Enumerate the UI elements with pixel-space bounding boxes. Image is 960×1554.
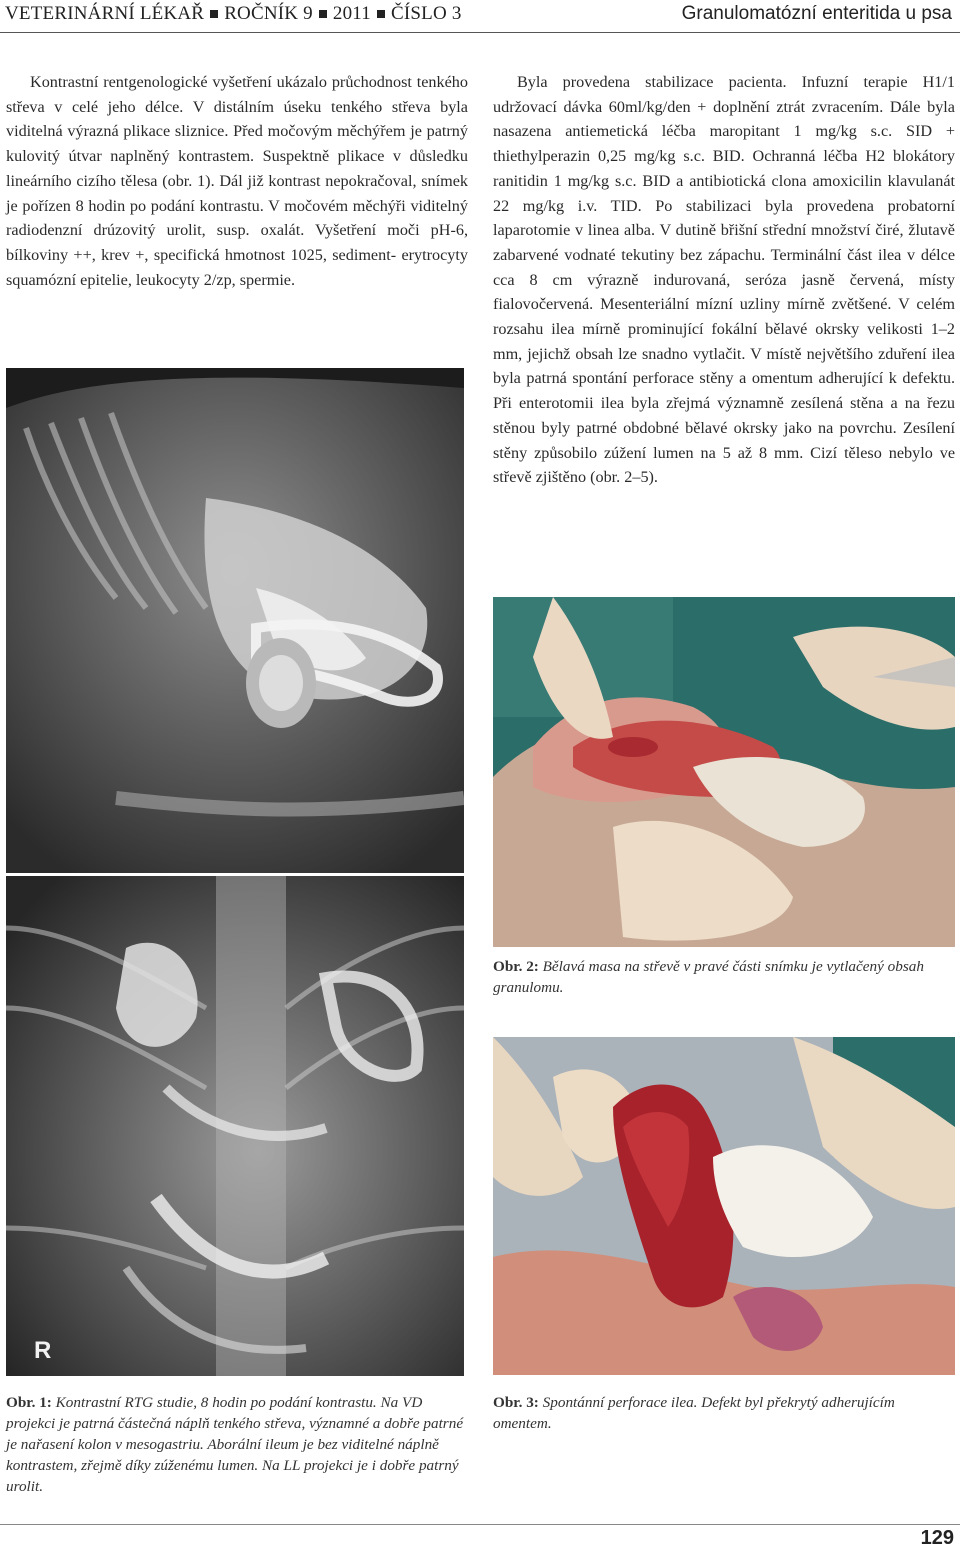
xray-side-marker: R — [34, 1337, 52, 1364]
figure-1-label: Obr. 1: — [6, 1394, 52, 1411]
header-divider — [0, 32, 960, 33]
separator-square-icon — [210, 10, 218, 18]
xray-figure — [6, 368, 464, 1376]
body-paragraph: Byla provedena stabilizace pacienta. Infuzní terapie H1/1 udržovací dávka 60ml/kg/den + doplnění ztrát zvracením. Dále byla nasazena antiemetická léčba maropitant 1 mg/kg s.c. SID + thiethylperazin 0,25 mg/kg s.c. BID. Ochranná léčba H2 blokátory ranitidin 1 mg/kg s.c. BID a antibiotická clona amoxicilin klavulanát 22 mg/kg i.v. TID. Po stabilizaci byla provedena probatorní laparotomie v linea alba. V dutině břišní střední množství čiré, žlutavě zabarvené vodnaté tekutiny bez zápachu. Terminální část ilea v délce cca 8 cm výrazně indurovaná, seróza jasně červená, místy fialovočervená. Mesenteriální mízní uzliny mírně zvětšené. V celém rozsahu ilea mírně prominující fokální bělavé okrsky velikosti 1–2 mm, jejichž obsah lze snadno vytlačit. V místě největšího zduření ilea byla patrná spontání perforace stěny a omentum adherující k defektu. Při enterotomii ilea byla zřejmá významně zesílená stěna a na řezu stěnou byly patrné obdobné bělavé okrsky jako na povrchu. Zesílení stěny způsobilo zúžení lumen na 5 až 8 mm. Cizí těleso nebylo ve střevě zjištěno (obr. 2–5). — [493, 73, 955, 487]
figure-2-caption — [493, 956, 955, 998]
running-header — [0, 0, 960, 34]
right-column-text — [493, 70, 955, 490]
journal-volume: ROČNÍK 9 — [224, 3, 313, 24]
body-paragraph: Kontrastní rentgenologické vyšetření ukázalo průchodnost tenkého střeva v celé jeho délce. V distálním úseku tenkého střeva byla viditelná výrazná plikace sliznice. Před močovým měchýřem je patrný kulovitý útvar naplněný kontrastem. Suspektně plikace v důsledku lineárního cizího tělesa (obr. 1). Dál již kontrast nepokračoval, snímek je pořízen 8 hodin po podání kontrastu. V močovém měchýři viditelný radiodenzní drúzovitý urolit, susp. oxalát. Vyšetření moči pH-6, bílkoviny ++, krev +, specifická hmotnost 1025, sediment- erytrocyty squamózní epitelie, leukocyty 2/zp, spermie. — [6, 73, 468, 289]
figure-3-label: Obr. 3: — [493, 1394, 539, 1411]
page-number: 129 — [920, 1527, 954, 1549]
article-title: Granulomatózní enteritida u psa — [681, 3, 952, 24]
figure-1-text: Kontrastní RTG studie, 8 hodin po podání kontrastu. Na VD projekci je patrná částečná náplň tenkého střeva, významné a dobře patrné je nařasení kolon v mesogastriu. Aborální ileum je bez viditelné náplně kontrastem, zřejmě díky zúženému lumen. Na LL projekci je i dobře patrný urolit. — [6, 1394, 464, 1495]
journal-title: VETERINÁRNÍ LÉKAŘ — [5, 3, 205, 24]
footer-divider — [0, 1524, 960, 1525]
figure-3-text: Spontánní perforace ilea. Defekt byl překrytý adherujícím omentem. — [493, 1394, 895, 1432]
surgery-image-1 — [493, 597, 955, 947]
surgery-photo-2 — [493, 1037, 955, 1375]
surgery-image-2 — [493, 1037, 955, 1375]
journal-name — [5, 3, 462, 25]
figure-1-caption — [6, 1392, 468, 1497]
figure-3-caption — [493, 1392, 955, 1434]
surgery-photo-1 — [493, 597, 955, 947]
journal-year: 2011 — [332, 3, 371, 24]
left-column-text — [6, 70, 468, 292]
separator-square-icon — [377, 10, 385, 18]
xray-image — [6, 368, 464, 1376]
journal-issue: ČÍSLO 3 — [390, 3, 462, 24]
figure-2-text: Bělavá masa na střevě v pravé části snímku je vytlačený obsah granulomu. — [493, 958, 924, 996]
figure-2-label: Obr. 2: — [493, 958, 539, 975]
separator-square-icon — [319, 10, 327, 18]
